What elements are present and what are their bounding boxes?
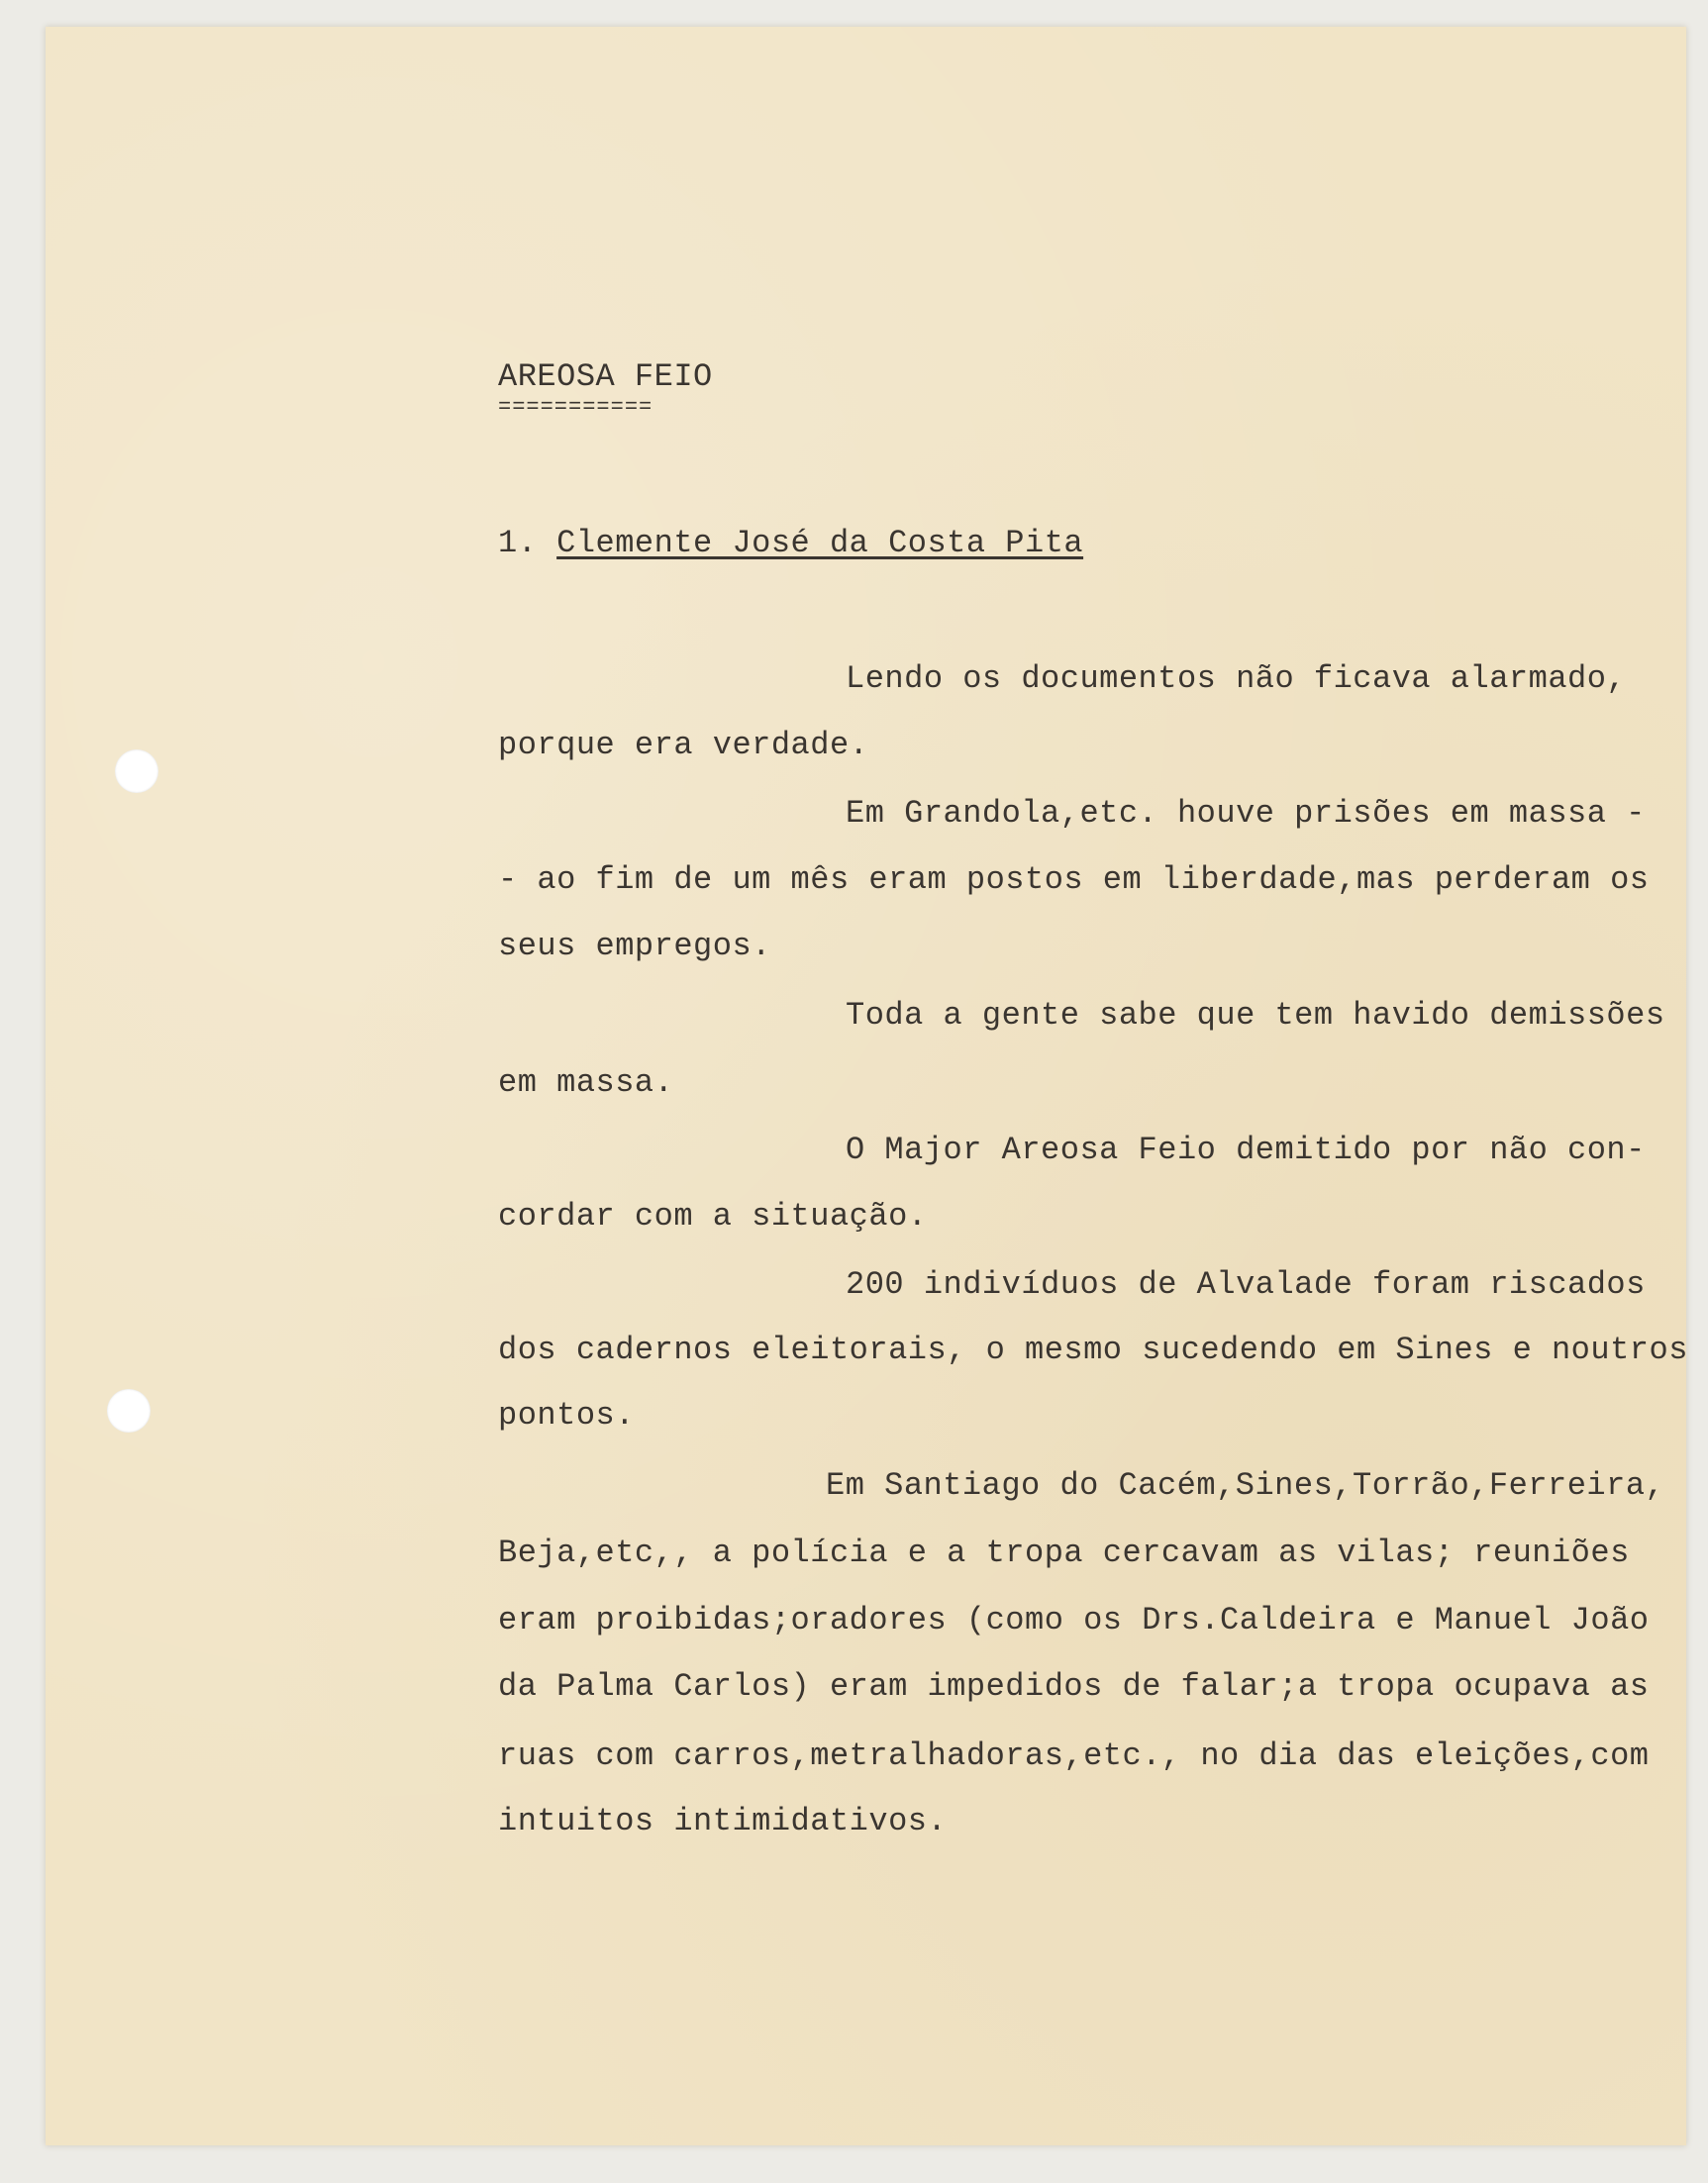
page-heading: AREOSA FEIO — [498, 358, 713, 395]
body-line: 200 indivíduos de Alvalade foram riscados — [846, 1266, 1646, 1303]
document-page — [46, 27, 1686, 2145]
body-line: pontos. — [498, 1397, 635, 1434]
body-line: ruas com carros,metralhadoras,etc., no dia das eleições,com — [498, 1737, 1650, 1774]
body-line: - ao fim de um mês eram postos em liberdade,mas perderam os — [498, 861, 1650, 898]
body-line: Toda a gente sabe que tem havido demissões — [846, 997, 1665, 1034]
body-line: em massa. — [498, 1064, 674, 1101]
body-line: Em Santiago do Cacém,Sines,Torrão,Ferreira, — [826, 1467, 1665, 1504]
body-line: intuitos intimidativos. — [498, 1803, 948, 1839]
section-number: 1. — [498, 525, 538, 561]
body-line: porque era verdade. — [498, 727, 869, 763]
body-line: Beja,etc,, a polícia e a tropa cercavam as vilas; reuniões — [498, 1535, 1630, 1571]
heading-rule: =========== — [498, 395, 653, 420]
body-line: cordar com a situação. — [498, 1198, 928, 1235]
body-line: eram proibidas;oradores (como os Drs.Caldeira e Manuel João — [498, 1602, 1650, 1638]
section-title — [498, 525, 1083, 561]
body-line: O Major Areosa Feio demitido por não con- — [846, 1132, 1646, 1168]
body-line: da Palma Carlos) eram impedidos de falar;a tropa ocupava as — [498, 1668, 1650, 1705]
punch-hole-top — [115, 749, 158, 793]
body-line: Lendo os documentos não ficava alarmado, — [846, 660, 1627, 697]
body-line: seus empregos. — [498, 928, 771, 964]
body-line: dos cadernos eleitorais, o mesmo sucedendo em Sines e noutros — [498, 1332, 1688, 1368]
section-name: Clemente José da Costa Pita — [556, 525, 1084, 561]
body-line: Em Grandola,etc. houve prisões em massa - — [846, 795, 1646, 832]
punch-hole-bottom — [107, 1389, 151, 1433]
